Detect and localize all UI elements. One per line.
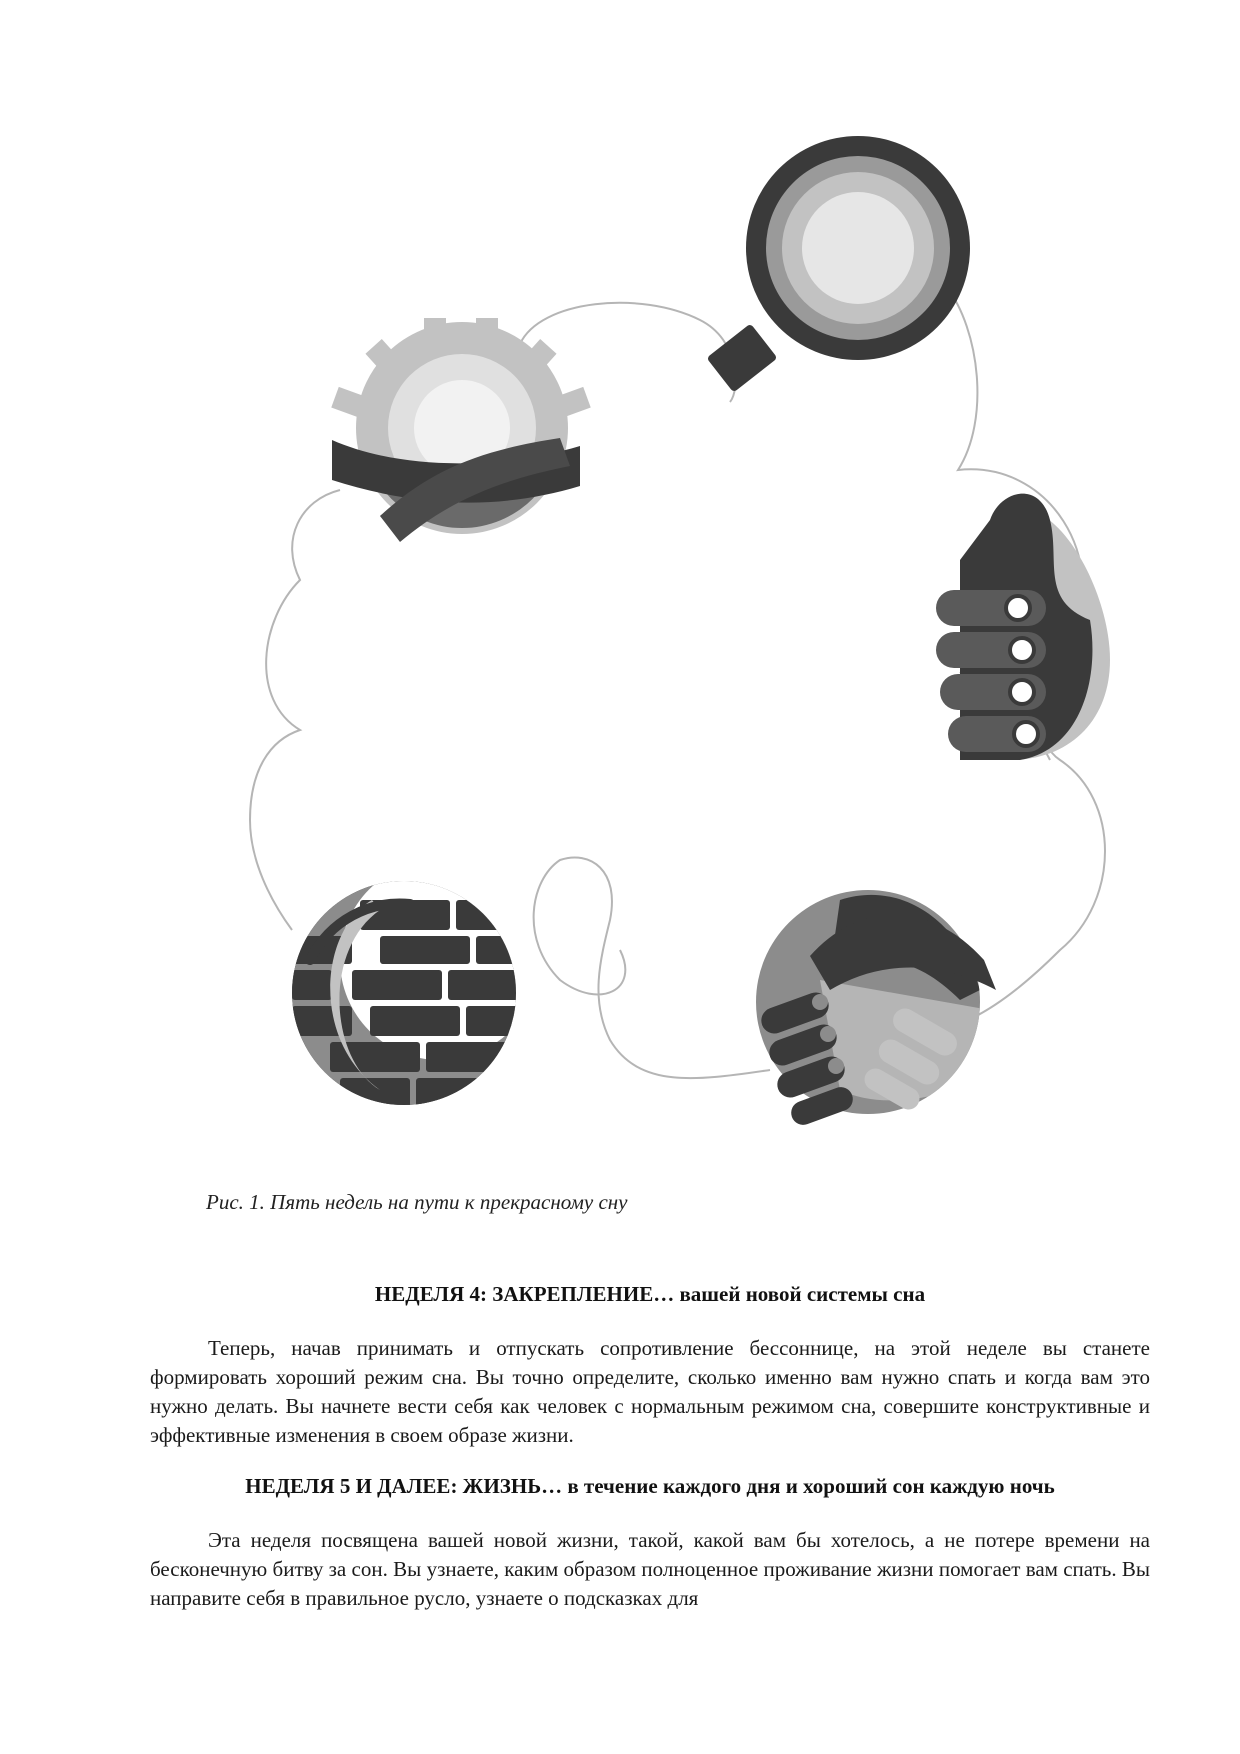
week-5-paragraph: Эта неделя посвящена вашей новой жизни, такой, какой вам бы хотелось, а не потере времени на бесконечную битву за сон. Вы узнаете, каким образом полноценное проживание жизни помогает вам спать. Вы направите себя в правильное русло, узнаете о подсказках для <box>150 1528 1150 1610</box>
week-5-heading <box>150 1474 1150 1499</box>
magnifier-icon <box>706 136 970 393</box>
sun-gear-icon <box>331 318 590 558</box>
week-4-heading-rest: вашей новой системы сна <box>674 1282 926 1306</box>
week-5-heading-rest: в течение каждого дня и хороший сон каждую ночь <box>562 1474 1055 1498</box>
week-4-paragraph: Теперь, начав принимать и отпускать сопротивление бессоннице, на этой неделе вы станете формировать хороший режим сна. Вы точно определите, сколько именно вам нужно спать и когда вам это нужно делать. Вы начнете вести себя как человек с нормальным режимом сна, совершите конструктивные и эффективные изменения в своем образе жизни. <box>150 1336 1150 1447</box>
hand-grip-icon <box>936 494 1110 760</box>
week-4-heading-lead: НЕДЕЛЯ 4: ЗАКРЕПЛЕНИЕ… <box>374 1282 675 1306</box>
moon-brick-icon <box>292 860 540 1108</box>
figure-caption: Рис. 1. Пять недель на пути к прекрасному сну <box>206 1190 628 1214</box>
week-5-heading-lead: НЕДЕЛЯ 5 И ДАЛЕЕ: ЖИЗНЬ… <box>245 1474 563 1498</box>
handshake-icon <box>756 890 996 1128</box>
week-4-heading <box>150 1282 1150 1307</box>
